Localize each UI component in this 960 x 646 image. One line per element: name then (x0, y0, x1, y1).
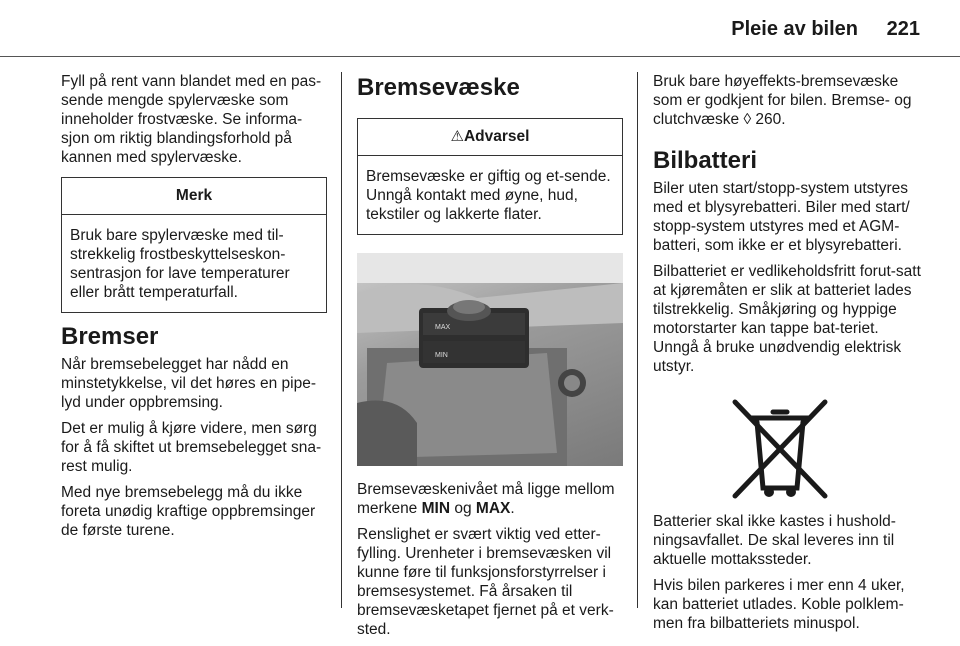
column-2 (357, 72, 623, 646)
paragraph: Det er mulig å kjøre videre, men sørg for å få skiftet ut bremsebelegget sna-rest mulig. (61, 420, 322, 475)
warning-icon: ⚠ (450, 128, 464, 145)
paragraph: Renslighet er svært viktig ved etter-fylling. Urenheter i bremsevæsken vil kunne føre til funksjonsforstyrrelser i bremsesystemet. Få årsaken til bremsevæsketapet fjernet på et verk-sted. (357, 526, 614, 638)
text-span: og (450, 500, 476, 517)
column-1 (61, 72, 327, 547)
max-label: MAX (475, 500, 511, 517)
section-title-bremsevaeske: Bremsevæske (357, 74, 520, 101)
photo-label-max: MAX (435, 324, 451, 331)
crossed-out-bin-icon (725, 396, 835, 500)
column-divider (637, 72, 638, 608)
warning-box (357, 118, 623, 235)
paragraph: Bruk bare høyeffekts-bremsevæske som er godkjent for bilen. Bremse- og clutchvæske ◊ 260. (653, 73, 912, 128)
note-title: Merk (62, 178, 326, 215)
paragraph: Når bremsebelegget har nådd en minstetykkelse, vil det høres en pipe-lyd under oppbremsing. (61, 356, 316, 411)
paragraph: Fyll på rent vann blandet med en pas-sende mengde spylervæske som inneholder frostvæske. Se informa-sjon om riktig blandingsforhold på kannen med spylervæske. (61, 73, 322, 166)
paragraph (357, 480, 623, 518)
note-body: Bruk bare spylervæske med til-strekkelig frostbeskyttelseskon-sentrasjon for lave temperaturer eller brått temperaturfall. (70, 227, 290, 301)
section-title-bilbatteri: Bilbatteri (653, 147, 758, 174)
paragraph: Batterier skal ikke kastes i hushold-ningsavfallet. De skal leveres inn til aktuelle mottakssteder. (653, 513, 896, 568)
warning-body: Bremsevæske er giftig og et-sende. Unngå kontakt med øyne, hud, tekstiler og lakkerte flater. (366, 168, 611, 223)
text-span: . (510, 500, 515, 517)
column-divider (341, 72, 342, 608)
paragraph: Bilbatteriet er vedlikeholdsfritt forut-satt at kjøremåten er slik at batteriet lades tilstrekkelig. Småkjøring og hyppige motorstarter kan tappe bat-teriet. Unngå å bruke unødvendig elektrisk utstyr. (653, 263, 921, 375)
photo-illustration (357, 253, 623, 466)
paragraph: Hvis bilen parkeres i mer enn 4 uker, kan batteriet utlades. Koble polklem-men fra bilbatteriets minuspol. (653, 577, 905, 632)
column-3 (653, 72, 923, 640)
section-title-bremser: Bremser (61, 323, 159, 350)
warning-title: Advarsel (463, 128, 530, 145)
note-box (61, 177, 327, 313)
photo-label-min: MIN (435, 352, 448, 359)
page-number: 221 (886, 18, 920, 40)
page-header (0, 0, 960, 46)
brake-fluid-reservoir-photo (357, 253, 623, 466)
warning-title-row (358, 119, 622, 156)
header-title: Pleie av bilen (731, 18, 858, 40)
text-span: Bremsevæskenivået må ligge mellom merkene (357, 481, 615, 517)
header-divider (0, 56, 960, 57)
min-label: MIN (421, 500, 451, 517)
paragraph: Biler uten start/stopp-system utstyres med et blysyrebatteri. Biler med start/ stopp-system utstyres med et AGM-batteri, som ikke er et blysyrebatteri. (653, 180, 910, 254)
paragraph: Med nye bremsebelegg må du ikke foreta unødig kraftige oppbremsinger de første turene. (61, 484, 316, 539)
